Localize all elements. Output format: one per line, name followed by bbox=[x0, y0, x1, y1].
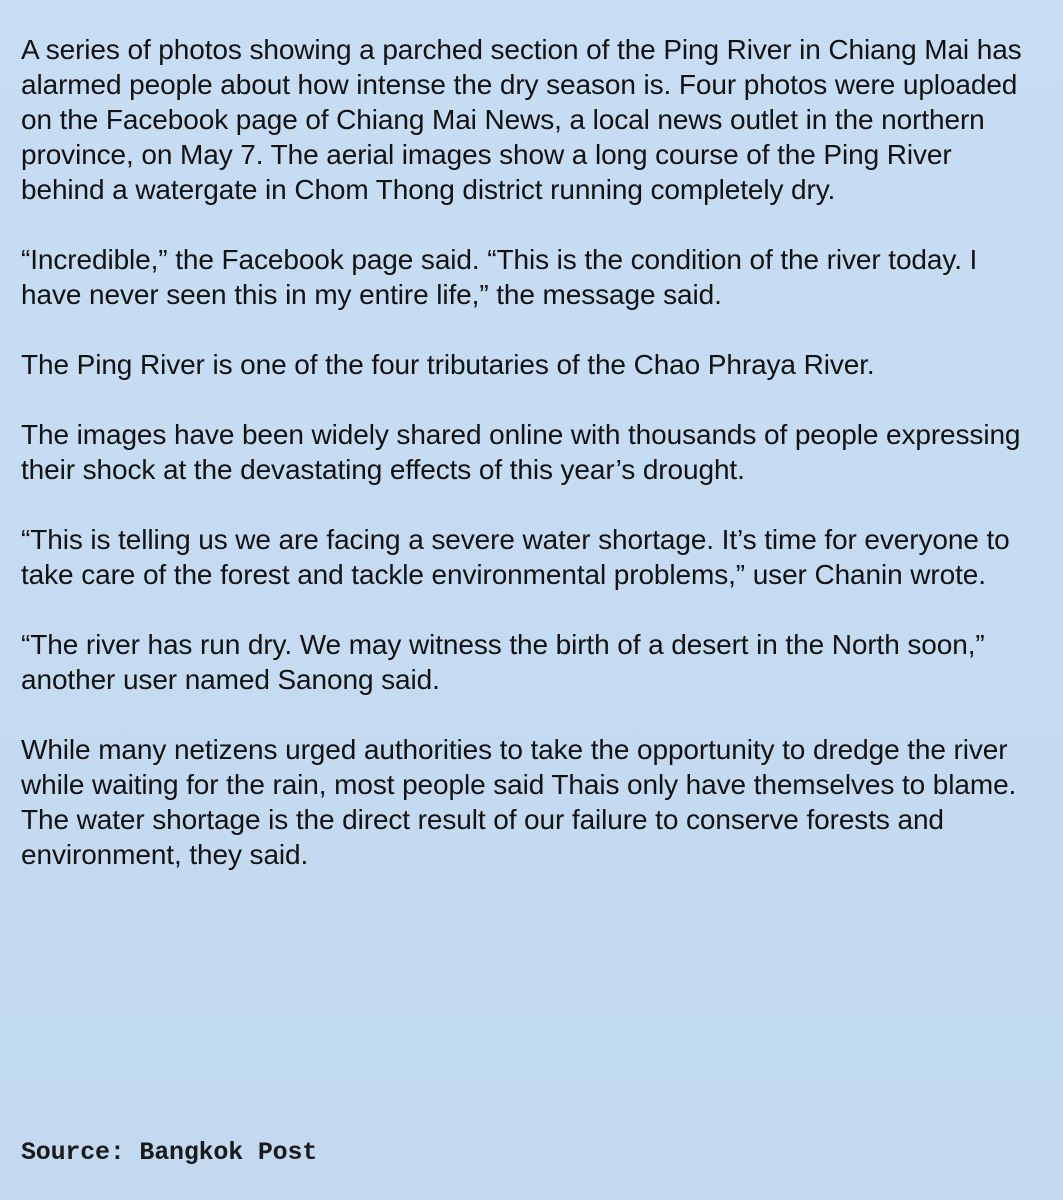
article-paragraph-1: A series of photos showing a parched section of the Ping River in Chiang Mai has alarmed people about how intense the dry season is. Four photos were uploaded on the Facebook page of Chiang Mai News, a local news outlet in the northern province, on May 7. The aerial images show a long course of the Ping River behind a watergate in Chom Thong district running completely dry. bbox=[21, 34, 1022, 205]
paragraph-spacer bbox=[21, 697, 1039, 732]
article-paragraph-5: “This is telling us we are facing a severe water shortage. It’s time for everyone to take care of the forest and tackle environmental problems,” user Chanin wrote. bbox=[21, 524, 1010, 590]
article-paragraph-6: “The river has run dry. We may witness the birth of a desert in the North soon,” another user named Sanong said. bbox=[21, 629, 985, 695]
paragraph-spacer bbox=[21, 592, 1039, 627]
article-paragraph-2: “Incredible,” the Facebook page said. “This is the condition of the river today. I have never seen this in my entire life,” the message said. bbox=[21, 244, 978, 310]
article-paragraph-7: While many netizens urged authorities to take the opportunity to dredge the river while waiting for the rain, most people said Thais only have themselves to blame. The water shortage is the direct result of our failure to conserve forests and environment, they said. bbox=[21, 734, 1017, 870]
article-paragraph-3: The Ping River is one of the four tributaries of the Chao Phraya River. bbox=[21, 349, 875, 380]
paragraph-spacer bbox=[21, 207, 1039, 242]
source-attribution: Source: Bangkok Post bbox=[21, 1138, 318, 1167]
paragraph-spacer bbox=[21, 312, 1039, 347]
article-paragraph-4: The images have been widely shared online with thousands of people expressing their shock at the devastating effects of this year’s drought. bbox=[21, 419, 1021, 485]
paragraph-spacer bbox=[21, 382, 1039, 417]
paragraph-spacer bbox=[21, 487, 1039, 522]
